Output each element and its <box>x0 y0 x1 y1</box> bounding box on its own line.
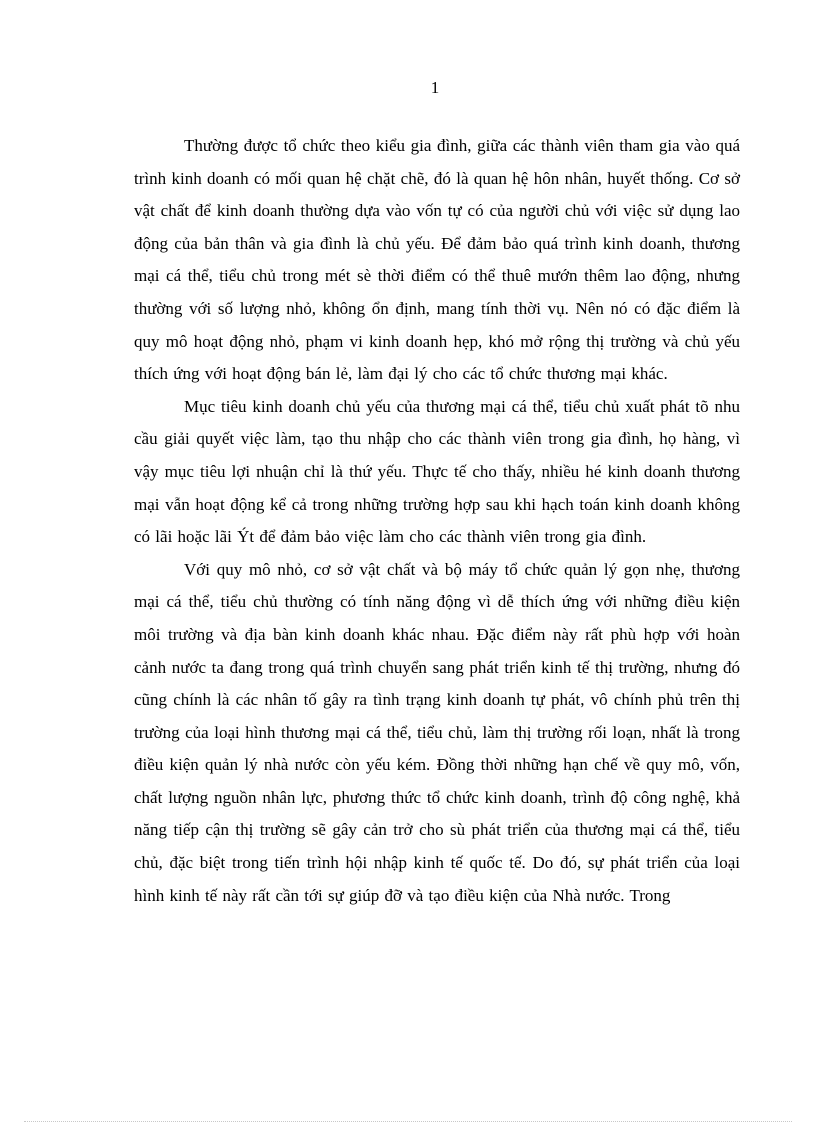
page-number: 1 <box>430 78 440 97</box>
body-text <box>134 130 740 912</box>
paragraph-business-objectives: Mục tiêu kinh doanh chủ yếu của thương mại cá thể, tiểu chủ xuất phát tõ nhu cầu giải quyết việc làm, tạo thu nhập cho các thành viên trong gia đình, họ hàng, vì vậy mục tiêu lợi nhuận chỉ là thứ yếu. Thực tế cho thấy, nhiều hé kinh doanh thương mại vẫn hoạt động kể cả trong những trường hợp sau khi hạch toán kinh doanh không có lãi hoặc lãi Ýt để đảm bảo việc làm cho các thành viên trong gia đình. <box>134 396 740 547</box>
page-bottom-divider <box>24 1121 792 1122</box>
paragraph-household-business-characteristics: Thường được tổ chức theo kiểu gia đình, giữa các thành viên tham gia vào quá trình kinh doanh có mối quan hệ chặt chẽ, đó là quan hệ hôn nhân, huyết thống. Cơ sở vật chất để kinh doanh thường dựa vào vốn tự có của người chủ với việc sử dụng lao động của bản thân và gia đình là chủ yếu. Để đảm bảo quá trình kinh doanh, thương mại cá thể, tiểu chủ trong mét sè thời điểm có thể thuê mướn thêm lao động, nhưng thường với số lượng nhỏ, không ổn định, mang tính thời vụ. Nên nó có đặc điểm là quy mô hoạt động nhỏ, phạm vi kinh doanh hẹp, khó mở rộng thị trường và chủ yếu thích ứng với hoạt động bán lẻ, làm đại lý cho các tổ chức thương mại khác. <box>134 136 740 384</box>
paragraph-scale-and-development: Với quy mô nhỏ, cơ sở vật chất và bộ máy tổ chức quản lý gọn nhẹ, thương mại cá thể, tiểu chủ thường có tính năng động vì dễ thích ứng với những điều kiện môi trường và địa bàn kinh doanh khác nhau. Đặc điểm này rất phù hợp với hoàn cảnh nước ta đang trong quá trình chuyển sang phát triển kinh tế thị trường, nhưng đó cũng chính là các nhân tố gây ra tình trạng kinh doanh tự phát, vô chính phủ trên thị trường của loại hình thương mại cá thể, tiểu chủ, làm thị trường rối loạn, nhất là trong điều kiện quản lý nhà nước còn yếu kém. Đồng thời những hạn chế về quy mô, vốn, chất lượng nguồn nhân lực, phương thức tổ chức kinh doanh, trình độ công nghệ, khả năng tiếp cận thị trường sẽ gây cản trở cho sù phát triển của thương mại cá thể, tiểu chủ, đặc biệt trong tiến trình hội nhập kinh tế quốc tế. Do đó, sự phát triển của loại hình kinh tế này rất cần tới sự giúp đỡ và tạo điều kiện của Nhà nước. Trong <box>134 559 740 905</box>
